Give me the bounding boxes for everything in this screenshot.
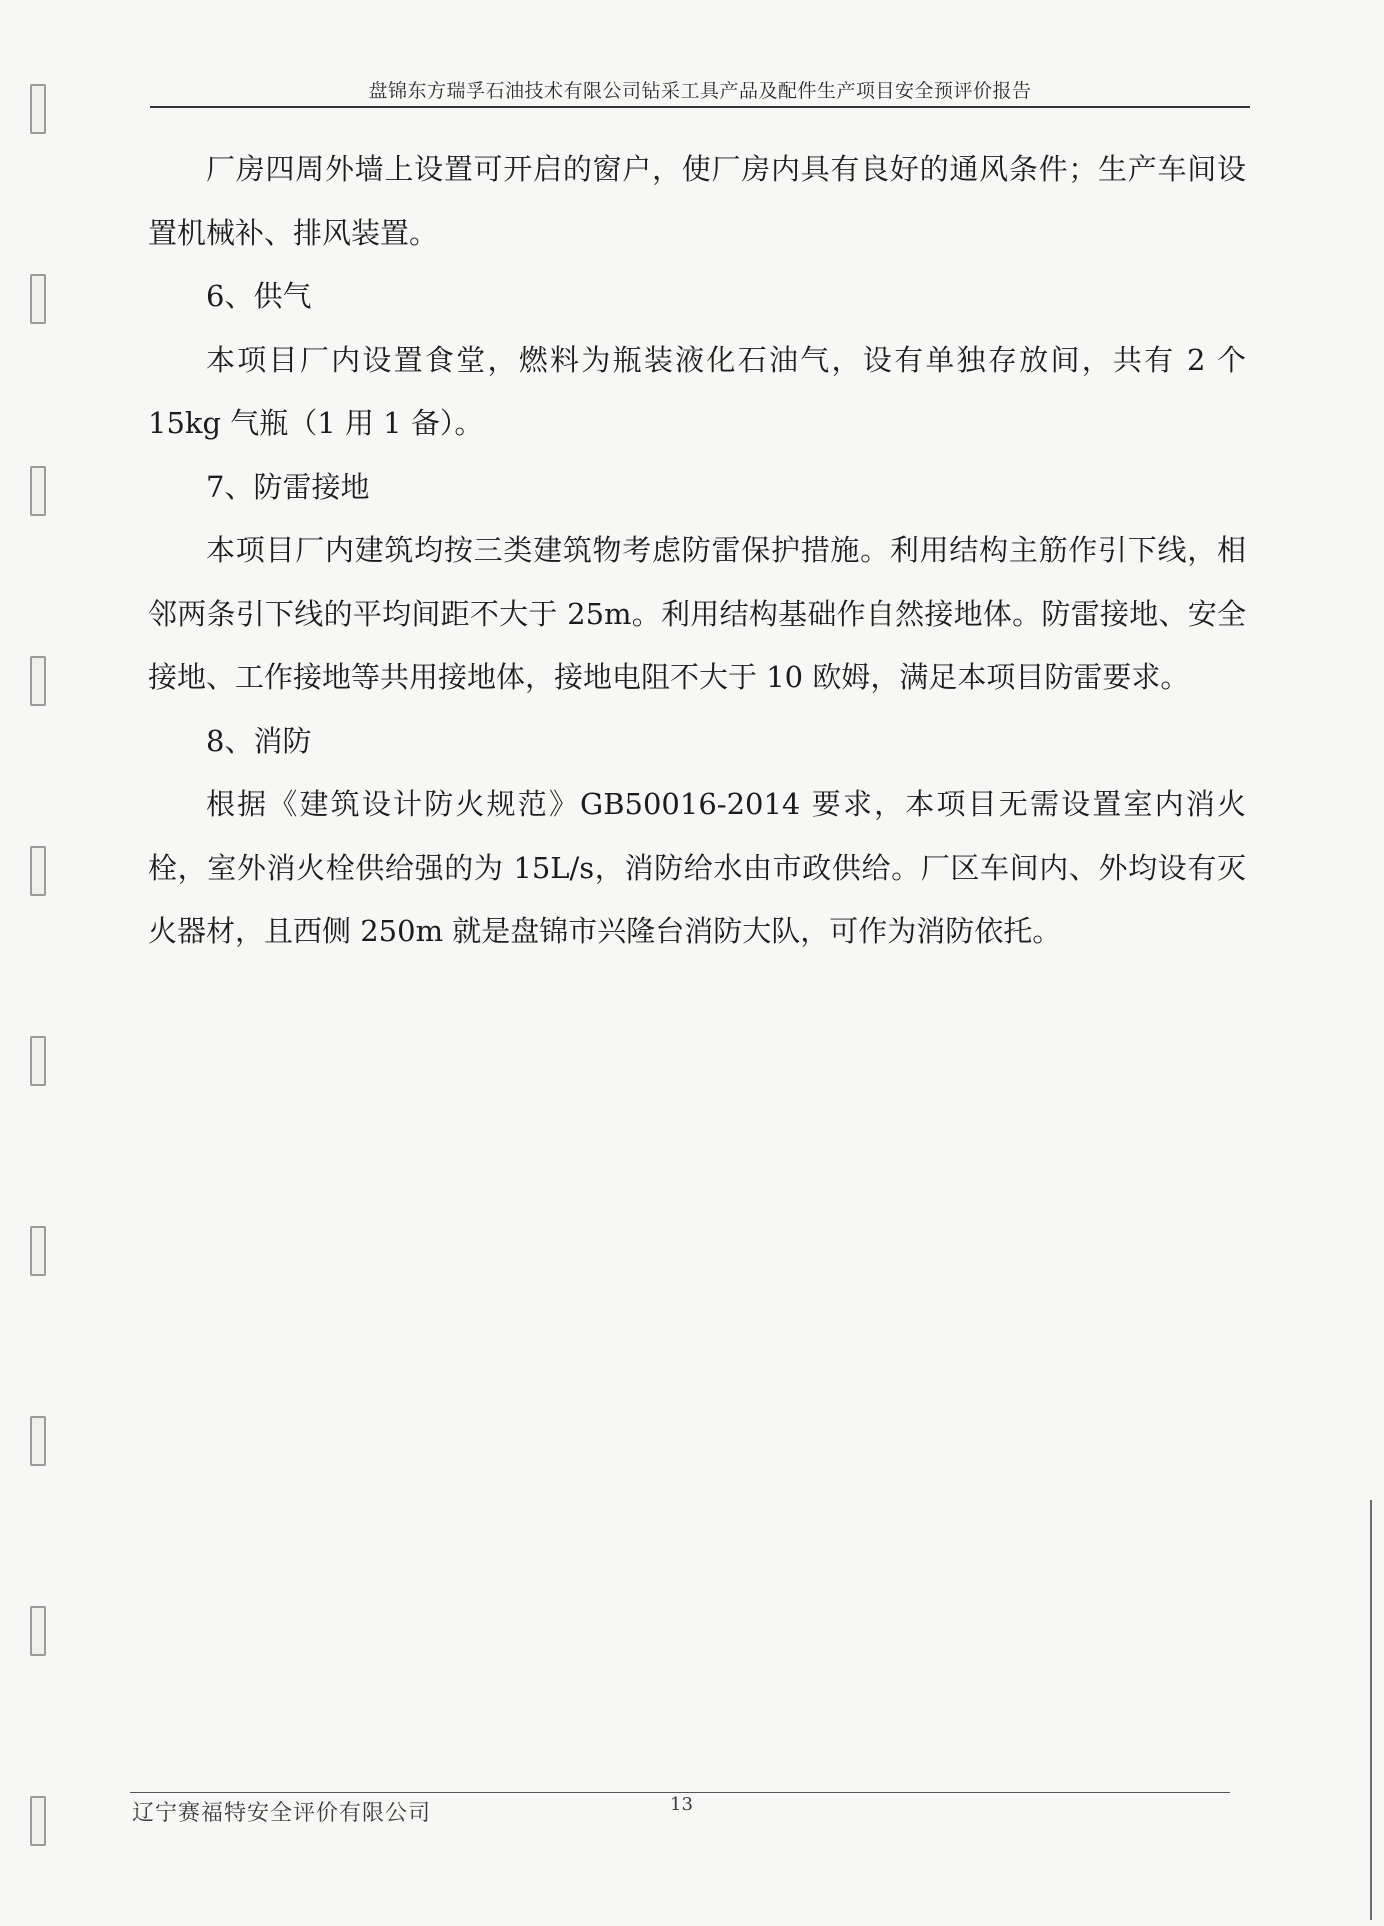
section-heading-fire-protection: 8、消防 [206, 723, 312, 758]
section-heading-lightning-grounding: 7、防雷接地 [206, 469, 370, 504]
binding-hole [30, 84, 46, 134]
binding-hole [30, 1036, 46, 1086]
binding-hole [30, 846, 46, 896]
binding-hole [30, 1606, 46, 1656]
binding-hole [30, 274, 46, 324]
binding-hole [30, 1226, 46, 1276]
paragraph-lightning-grounding: 本项目厂内建筑均按三类建筑物考虑防雷保护措施。利用结构主筋作引下线，相邻两条引下线的平均间距不大于 25m。利用结构基础作自然接地体。防雷接地、安全接地、工作接地等共用接地体，接地电阻不大于 10 欧姆，满足本项目防雷要求。 [148, 533, 1246, 694]
binding-hole [30, 656, 46, 706]
header-rule [150, 106, 1250, 108]
report-header-title: 盘锦东方瑞孚石油技术有限公司钻采工具产品及配件生产项目安全预评价报告 [368, 80, 1032, 102]
binding-hole [30, 1416, 46, 1466]
body-text [148, 138, 1246, 964]
paragraph-ventilation: 厂房四周外墙上设置可开启的窗户，使厂房内具有良好的通风条件；生产车间设置机械补、排风装置。 [148, 152, 1246, 250]
paragraph-gas-supply: 本项目厂内设置食堂，燃料为瓶装液化石油气，设有单独存放间，共有 2 个 15kg 气瓶（1 用 1 备）。 [148, 342, 1246, 440]
footer-rule [130, 1792, 1230, 1793]
binding-hole [30, 1796, 46, 1846]
section-heading-gas-supply: 6、供气 [206, 279, 312, 313]
binding-hole [30, 466, 46, 516]
binding-holes [30, 0, 54, 1926]
footer-company-name: 辽宁赛福特安全评价有限公司 [132, 1801, 432, 1826]
paragraph-fire-protection: 根据《建筑设计防火规范》GB50016-2014 要求，本项目无需设置室内消火栓，室外消火栓供给强的为 15L/s，消防给水由市政供给。厂区车间内、外均设有灭火器材，且西侧 250m 就是盘锦市兴隆台消防大队，可作为消防依托。 [148, 787, 1246, 948]
page-number: 13 [670, 1794, 693, 1815]
scan-edge-line [1370, 1500, 1372, 1920]
